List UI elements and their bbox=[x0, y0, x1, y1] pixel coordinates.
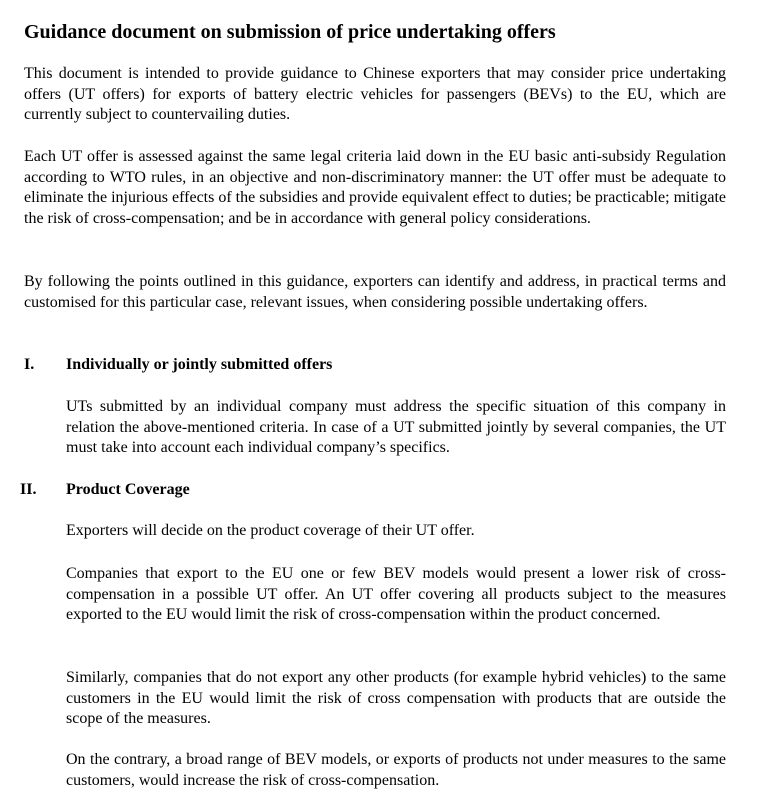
intro-paragraph-1: This document is intended to provide guidance to Chinese exporters that may consider price undertaking offers (UT offers) for exports of battery electric vehicles for passengers (BEVs) to the EU, which are currently subject to countervailing duties. bbox=[24, 65, 726, 123]
section-title: Individually or jointly submitted offers bbox=[66, 356, 333, 373]
document-title: Guidance document on submission of price undertaking offers bbox=[24, 21, 556, 43]
section-numeral: II. bbox=[20, 481, 37, 498]
intro-paragraph-2: Each UT offer is assessed against the same legal criteria laid down in the EU basic anti-subsidy Regulation according to WTO rules, in an objective and non-discriminatory manner: the UT offer must be adequate to eliminate the injurious effects of the subsidies and provide equivalent effect to duties; be practicable; mitigate the risk of cross-compensation; and be in accordance with general policy considerations. bbox=[24, 148, 726, 227]
section-2-paragraph-4: On the contrary, a broad range of BEV models, or exports of products not under measures to the same customers, would increase the risk of cross-compensation. bbox=[66, 751, 726, 789]
intro-paragraph-3: By following the points outlined in this guidance, exporters can identify and address, in practical terms and customised for this particular case, relevant issues, when considering possible undertaking offers. bbox=[24, 273, 726, 311]
section-2-paragraph-2: Companies that export to the EU one or few BEV models would present a lower risk of cross-compensation in a possible UT offer. An UT offer covering all products subject to the measures exported to the EU would limit the risk of cross-compensation within the product concerned. bbox=[66, 565, 726, 623]
section-2-paragraph-3: Similarly, companies that do not export any other products (for example hybrid vehicles) to the same customers in the EU would limit the risk of cross compensation with products that are outside the scope of the measures. bbox=[66, 669, 726, 727]
section-2-paragraph-1: Exporters will decide on the product coverage of their UT offer. bbox=[66, 522, 475, 539]
section-1-paragraph-1: UTs submitted by an individual company must address the specific situation of this company in relation the above-mentioned criteria. In case of a UT submitted jointly by several companies, the UT must take into account each individual company’s specifics. bbox=[66, 398, 726, 456]
section-title: Product Coverage bbox=[66, 481, 190, 498]
section-numeral: I. bbox=[24, 356, 35, 373]
